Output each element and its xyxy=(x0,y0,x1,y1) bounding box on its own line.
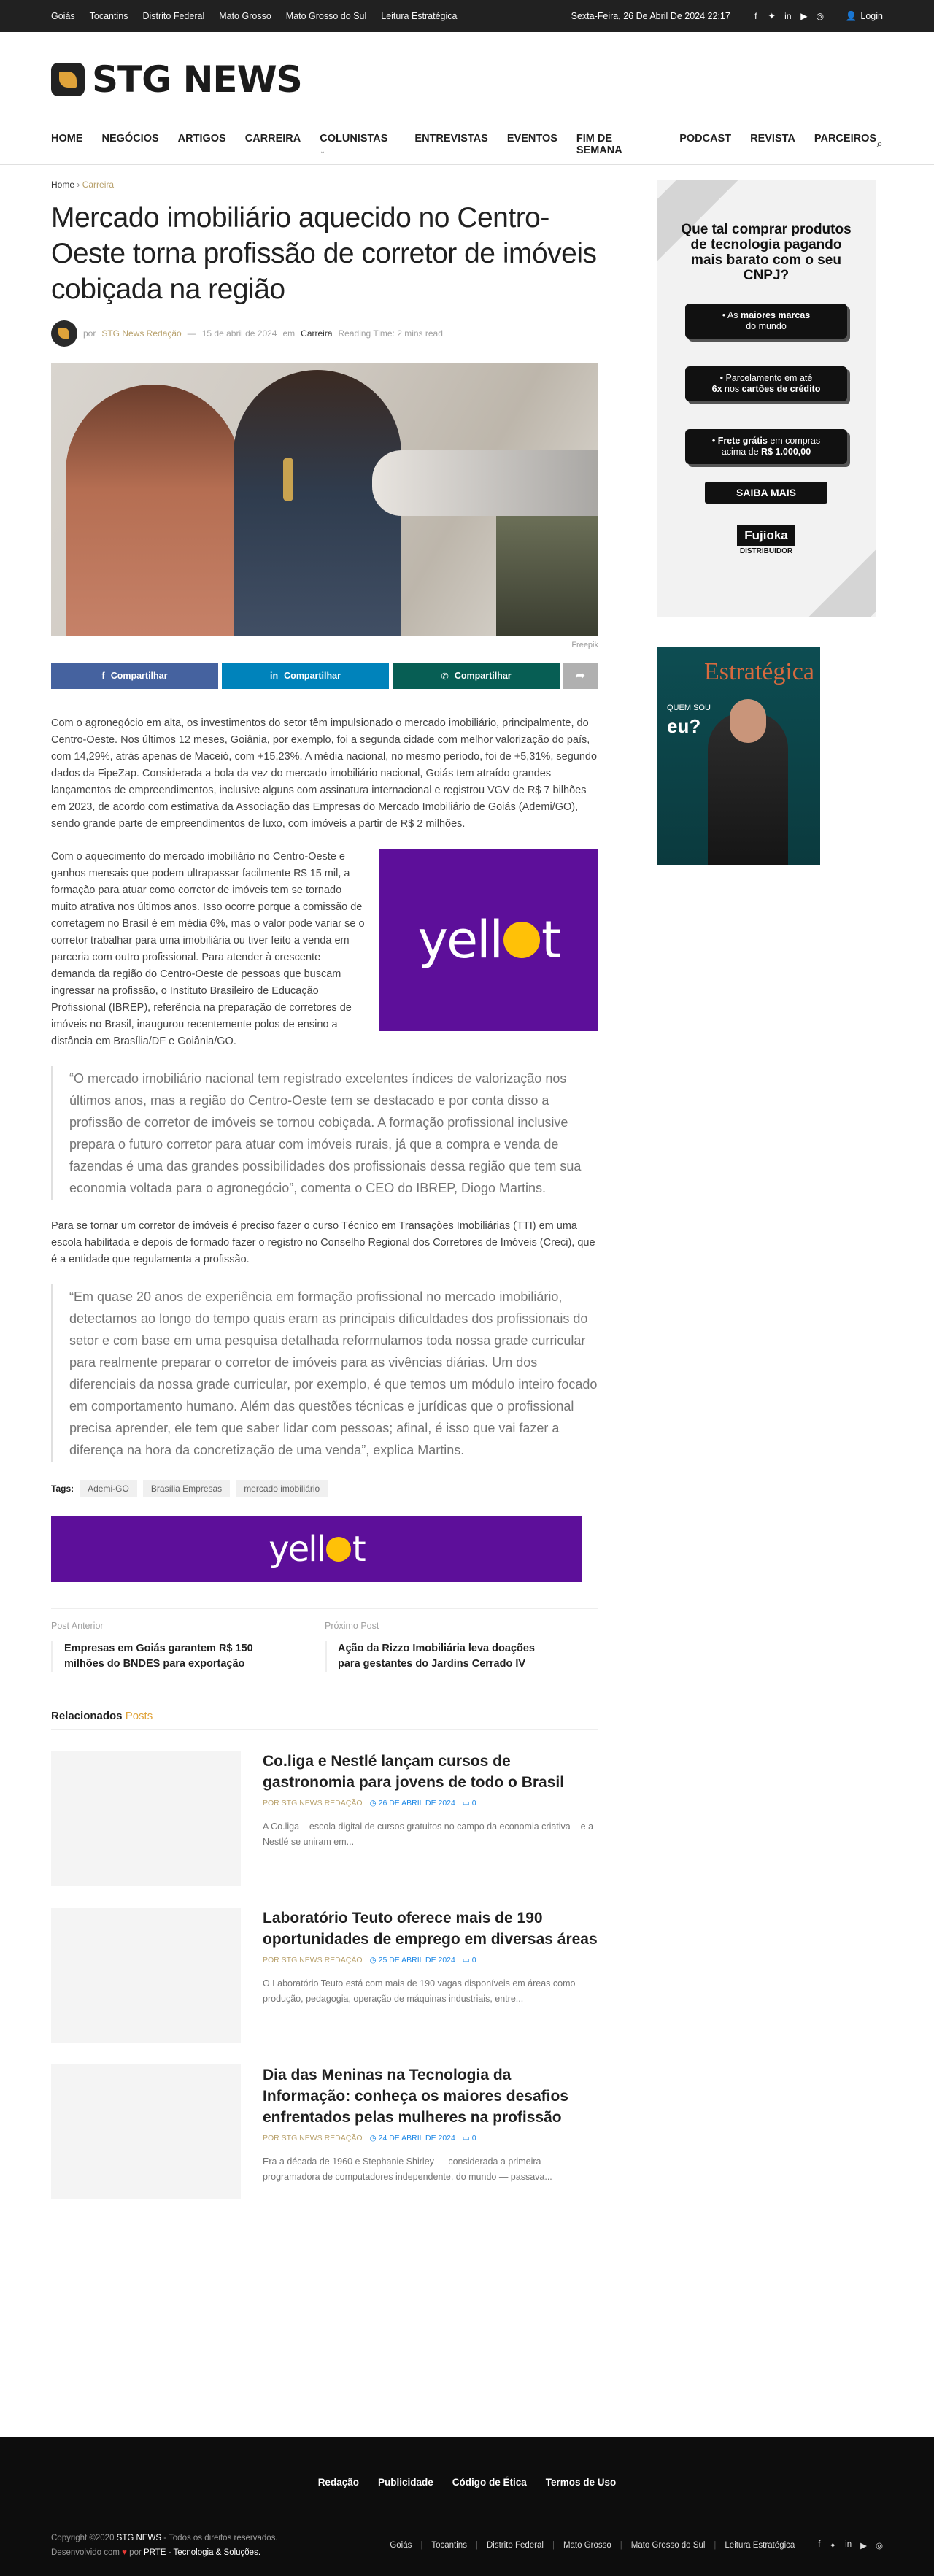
yellot-ad-banner[interactable] xyxy=(51,1516,582,1582)
ad-pill-brands-c: do mundo xyxy=(746,321,787,331)
clock-icon: ◷ xyxy=(369,1956,377,1964)
blockquote: “O mercado imobiliário nacional tem registrado excelentes índices de valorização nos últimos anos, mas a região do Centro-Oeste tem se destacado e por conta disso a profissão de corretor de imóveis se tornou cobiçada. A formação profissional inclusive prepara o futuro corretor para atuar com imóveis rurais, já que a compra e venda de fazendas é uma das grandes possibilidades dos profissionais dessa região que tem sua economia voltada para o agronegócio”, comenta o CEO do IBREP, Diogo Martins. xyxy=(51,1066,598,1200)
paragraph: Para se tornar um corretor de imóveis é preciso fazer o curso Técnico em Transações Imobiliárias (TTI) em uma escola habilitada e depois de formado fazer o registro no Conselho Regional dos Corretores de Imóveis (Creci), que é a entidade que regulamenta a profissão. xyxy=(51,1220,595,1265)
fujioka-brand: Fujioka xyxy=(737,525,795,546)
ad-pill-inst-a: • Parcelamento em até xyxy=(719,373,813,383)
post-excerpt: Era a década de 1960 e Stephanie Shirley — considerada a primeira programadora de computadores independente, do mundo — passava... xyxy=(263,2156,552,2182)
share-whatsapp-label: Compartilhar xyxy=(454,671,512,681)
breadcrumb-home[interactable]: Home xyxy=(51,180,75,190)
ad-saiba-mais-button[interactable]: SAIBA MAIS xyxy=(705,482,827,504)
magazine-cover[interactable] xyxy=(657,647,820,865)
dev-b: por xyxy=(126,2548,144,2557)
tag-link[interactable]: Brasília Empresas xyxy=(143,1480,230,1497)
post-author[interactable]: POR STG NEWS REDAÇÃO xyxy=(263,1956,363,1964)
instagram-icon[interactable]: ◎ xyxy=(875,2542,883,2550)
nav-eventos[interactable]: EVENTOS xyxy=(506,133,557,144)
logo-icon xyxy=(51,63,85,96)
image-caption: Freepik xyxy=(571,641,598,649)
footer-region[interactable]: Mato Grosso do Sul xyxy=(630,2541,706,2550)
yellot-logo-post: t xyxy=(541,910,560,970)
post-date: 26 DE ABRIL DE 2024 xyxy=(378,1799,455,1808)
youtube-icon[interactable]: ▶ xyxy=(860,2542,867,2550)
share-icon: ➦ xyxy=(575,670,586,682)
article-meta xyxy=(51,320,598,347)
related-heading-text: Relacionados xyxy=(51,1710,123,1722)
article-main xyxy=(51,180,598,2221)
site-header xyxy=(0,32,934,124)
top-nav-goias[interactable]: Goiás xyxy=(51,11,75,21)
nav-parceiros[interactable]: PARCEIROS xyxy=(814,133,877,144)
top-bar xyxy=(0,0,934,32)
author-avatar[interactable] xyxy=(51,320,77,347)
fujioka-ad[interactable] xyxy=(657,180,876,617)
footer-link-redacao[interactable]: Redação xyxy=(317,2477,359,2488)
top-nav xyxy=(51,11,457,21)
linkedin-icon[interactable]: in xyxy=(784,11,792,21)
post-title[interactable]: Co.liga e Nestlé lançam cursos de gastronomia para jovens de todo o Brasil xyxy=(263,1753,565,1791)
yellot-logo-pre: yell xyxy=(417,910,502,970)
article-title: Mercado imobiliário aquecido no Centro-Oeste torna profissão de corretor de imóveis cobiçada na região xyxy=(51,202,597,305)
clock-icon: ◷ xyxy=(369,1799,377,1808)
share-bar xyxy=(51,663,598,689)
related-post xyxy=(51,1908,598,2043)
magazine-q2: eu? xyxy=(667,715,701,737)
author-link[interactable]: STG News Redação xyxy=(101,328,182,339)
post-author[interactable]: POR STG NEWS REDAÇÃO xyxy=(263,1799,363,1808)
ad-pill-inst-d: cartões de crédito xyxy=(741,384,821,394)
footer-region[interactable]: Goiás xyxy=(390,2541,412,2550)
clock-icon: ◷ xyxy=(369,2134,377,2143)
related-post xyxy=(51,1751,598,1886)
dev-c[interactable]: PRTE - Tecnologia & Soluções. xyxy=(144,2548,261,2557)
share-facebook-label: Compartilhar xyxy=(110,671,168,681)
nav-colunistas[interactable] xyxy=(320,133,395,156)
post-comments[interactable]: 0 xyxy=(471,1799,476,1808)
ad-pill-ship-d: R$ 1.000,00 xyxy=(761,447,811,457)
footer-link-publicidade[interactable]: Publicidade xyxy=(377,2477,433,2488)
category-link[interactable]: Carreira xyxy=(301,328,333,339)
ad-pill-brands-a: • As xyxy=(722,310,741,320)
related-post xyxy=(51,2064,598,2199)
magazine-title: Estratégica xyxy=(703,658,814,685)
ad-pill-ship-a: • Frete grátis xyxy=(711,436,768,446)
nav-negocios[interactable]: NEGÓCIOS xyxy=(101,133,159,144)
hero-image xyxy=(51,363,598,636)
magazine-q1: QUEM SOU xyxy=(667,703,711,712)
yellot-logo-pre: yell xyxy=(269,1529,325,1570)
post-title[interactable]: Laboratório Teuto oferece mais de 190 oportunidades de emprego em diversas áreas xyxy=(263,1910,598,1948)
nav-colunistas-label: COLUNISTAS xyxy=(320,133,388,144)
comment-icon: ▭ xyxy=(462,1799,470,1808)
facebook-icon: f xyxy=(101,671,105,681)
top-nav-df[interactable]: Distrito Federal xyxy=(142,11,205,21)
footer-link-termos[interactable]: Termos de Uso xyxy=(545,2477,617,2488)
logo-text: STG NEWS xyxy=(92,58,302,101)
ad-pill-ship-c: acima de xyxy=(721,447,762,457)
copy-b[interactable]: STG NEWS xyxy=(116,2534,162,2542)
nav-carreira[interactable]: CARREIRA xyxy=(244,133,301,144)
footer-nav xyxy=(0,2477,934,2488)
site-logo[interactable] xyxy=(51,58,302,101)
share-linkedin-label: Compartilhar xyxy=(284,671,341,681)
share-linkedin-button[interactable] xyxy=(222,663,389,689)
top-nav-ms[interactable]: Mato Grosso do Sul xyxy=(285,11,367,21)
post-title[interactable]: Dia das Meninas na Tecnologia da Informação: conheça os maiores desafios enfrentados pelas mulheres na profissão xyxy=(263,2067,568,2126)
top-nav-leitura[interactable]: Leitura Estratégica xyxy=(381,11,458,21)
tag-link[interactable]: mercado imobiliário xyxy=(236,1480,328,1497)
footer-link-etica[interactable]: Código de Ética xyxy=(452,2477,527,2488)
post-author[interactable]: POR STG NEWS REDAÇÃO xyxy=(263,2134,363,2143)
prev-post[interactable] xyxy=(51,1621,325,1672)
share-facebook-button[interactable] xyxy=(51,663,218,689)
meta-dash: — xyxy=(187,328,196,339)
tag-link[interactable]: Ademi-GO xyxy=(80,1480,137,1497)
paragraph: Com o aquecimento do mercado imobiliário no Centro-Oeste e ganhos mensais que podem ultrapassar facilmente R$ 15 mil, a formação para atuar como corretor de imóveis tem se tornado muito atrativa nos últimos anos. Isso ocorre porque a comissão de corretagem no Brasil é em média 6%, mas o valor pode variar se o corretor trabalhar para uma imobiliária ou tiver feito a venda em parceria com outro profissional. Para atender à crescente demanda da região do Centro-Oeste de pessoas que buscam ingressar na profissão, o Instituto Brasileiro de Educação Profissional (IBREP), referência na preparação de corretores de imóveis no Brasil, inaugurou recentemente polos de ensino a distância em Brasília/DF e Goiânia/GO. xyxy=(51,851,365,1047)
ad-pill-ship-b: em compras xyxy=(767,436,821,446)
related-heading-accent: Posts xyxy=(125,1710,153,1722)
top-nav-tocantins[interactable]: Tocantins xyxy=(89,11,128,21)
instagram-icon[interactable]: ◎ xyxy=(816,11,825,21)
footer-copyright xyxy=(51,2531,278,2560)
share-more-button[interactable] xyxy=(563,663,598,689)
ad-question: Que tal comprar produtos de tecnologia pagando mais barato com o seu CNPJ? xyxy=(681,222,852,283)
tags-row xyxy=(51,1480,598,1497)
breadcrumb-current[interactable]: Carreira xyxy=(82,180,115,190)
linkedin-icon: in xyxy=(270,671,279,681)
paragraph: Com o agronegócio em alta, os investimentos do setor têm impulsionado o mercado imobiliário, principalmente, do Centro-Oeste. Nos últimos 12 meses, Goiânia, por exemplo, foi a segunda cidade com melhor valorização do país, com 14,29%, atrás apenas de Maceió, com +15,23%. A média nacional, no mesmo período, foi de +5,31%, segundo dados da FipeZap. Considerada a bola da vez do mercado imobiliário nacional, Goiás tem atraído grandes lançamentos de empreendimentos, inclusive alguns com assinatura internacional e registrou VGV de R$ 7 bilhões em 2023, de acordo com estimativa da Associação das Empresas do Mercado Imobiliário de Goiás (Ademi/GO), sendo grande parte de empreendimentos de luxo, com imóveis a partir de R$ 2 milhões. xyxy=(51,717,598,830)
reading-time: Reading Time: 2 mins read xyxy=(338,328,443,339)
copy-c: - Todos os direitos reservados. xyxy=(161,2534,278,2542)
sidebar xyxy=(657,180,876,2221)
fujioka-logo xyxy=(657,525,876,555)
fujioka-sub: DISTRIBUIDOR xyxy=(739,547,793,555)
whatsapp-icon: ✆ xyxy=(441,671,449,682)
ad-pill-installments xyxy=(685,366,847,401)
meta-by: por xyxy=(83,328,96,339)
nav-artigos[interactable]: ARTIGOS xyxy=(177,133,226,144)
post-date: 25 DE ABRIL DE 2024 xyxy=(378,1956,455,1964)
post-thumbnail[interactable] xyxy=(51,1908,241,2043)
meta-in: em xyxy=(282,328,296,339)
breadcrumb xyxy=(51,180,598,190)
chevron-down-icon: ⌄ xyxy=(320,147,325,155)
site-footer xyxy=(0,2437,934,2576)
share-whatsapp-button[interactable] xyxy=(393,663,560,689)
post-thumbnail[interactable] xyxy=(51,1751,241,1886)
yellot-dot xyxy=(503,922,540,958)
nav-home[interactable]: HOME xyxy=(51,133,83,144)
ad-pill-inst-c: nos xyxy=(722,384,742,394)
login-label: Login xyxy=(860,11,883,21)
yellot-ad-square[interactable] xyxy=(379,849,598,1031)
post-excerpt: O Laboratório Teuto está com mais de 190 vagas disponíveis em áreas como produção, pedagogia, operação de máquinas industriais, entre... xyxy=(263,1978,576,2004)
yellot-dot xyxy=(326,1537,351,1562)
ad-pill-brands-b: maiores marcas xyxy=(741,310,811,320)
main-nav xyxy=(0,124,934,165)
dev-a: Desenvolvido com xyxy=(51,2548,123,2557)
post-navigation xyxy=(51,1608,598,1672)
top-nav-mt[interactable]: Mato Grosso xyxy=(219,11,271,21)
ad-pill-brands xyxy=(685,304,847,339)
nav-podcast[interactable]: PODCAST xyxy=(679,133,732,144)
facebook-icon[interactable]: f xyxy=(754,11,757,21)
nav-fim-de-semana[interactable]: FIM DE SEMANA xyxy=(576,133,622,156)
tags-label: Tags: xyxy=(51,1484,74,1494)
facebook-icon[interactable]: f xyxy=(818,2540,821,2549)
search-icon[interactable]: ⌕ xyxy=(876,138,883,150)
twitter-icon[interactable]: ✦ xyxy=(768,11,776,21)
post-excerpt: A Co.liga – escola digital de cursos gratuitos no campo da economia criativa – e a Nestlé se uniram em... xyxy=(263,1821,594,1847)
article-date: 15 de abril de 2024 xyxy=(201,328,277,339)
prev-post-title[interactable]: Empresas em Goiás garantem R$ 150 milhões do BNDES para exportação xyxy=(51,1641,277,1672)
yellot-logo-post: t xyxy=(352,1529,365,1570)
linkedin-icon[interactable]: in xyxy=(845,2540,852,2549)
heart-icon: ♥ xyxy=(122,2548,127,2557)
comment-icon: ▭ xyxy=(462,1956,470,1964)
next-post-label: Próximo Post xyxy=(325,1621,379,1631)
related-heading xyxy=(51,1710,598,1730)
post-thumbnail[interactable] xyxy=(51,2064,241,2199)
youtube-icon[interactable]: ▶ xyxy=(800,11,808,21)
post-comments[interactable]: 0 xyxy=(471,2134,476,2143)
footer-region[interactable]: Distrito Federal xyxy=(486,2541,544,2550)
breadcrumb-separator: › xyxy=(77,180,80,190)
nav-entrevistas[interactable]: ENTREVISTAS xyxy=(414,133,488,144)
footer-region[interactable]: Mato Grosso xyxy=(563,2541,611,2550)
post-date: 24 DE ABRIL DE 2024 xyxy=(378,2134,455,2143)
ad-pill-shipping xyxy=(685,429,847,464)
prev-post-label: Post Anterior xyxy=(51,1621,104,1631)
copy-a: Copyright ©2020 xyxy=(51,2534,117,2542)
footer-regions: Goiás | Tocantins | Distrito Federal | Mato Grosso | Mato Grosso do Sul | Leitura Estratégica f ✦ in ▶ ◎ xyxy=(390,2540,883,2550)
footer-region[interactable]: Leitura Estratégica xyxy=(725,2541,795,2550)
top-date: Sexta-Feira, 26 De Abril De 2024 22:17 xyxy=(571,11,730,21)
twitter-icon[interactable]: ✦ xyxy=(829,2542,837,2550)
blockquote: “Em quase 20 anos de experiência em formação profissional no mercado imobiliário, detectamos ao longo do tempo quais eram as principais dificuldades dos profissionais do setor e com base em uma pesquisa detalhada reformulamos toda nossa grade curricular para realmente preparar o corretor de imóveis para as vivências diárias. Um dos diferenciais da nossa grade curricular, por exemplo, é que temos um módulo inteiro focado em comportamento humano. Além das questões técnicas e jurídicas que o profissional precisa aprender, ele tem que saber lidar com pessoas; afinal, é isso que vai fazer a diferença na hora da concretização de uma venda”, explica Martins. xyxy=(51,1284,598,1462)
footer-region[interactable]: Tocantins xyxy=(431,2541,467,2550)
user-icon: 👤 xyxy=(845,10,857,21)
post-comments[interactable]: 0 xyxy=(471,1956,476,1964)
next-post[interactable] xyxy=(325,1621,598,1672)
comment-icon: ▭ xyxy=(462,2134,470,2143)
next-post-title[interactable]: Ação da Rizzo Imobiliária leva doações para gestantes do Jardins Cerrado IV xyxy=(325,1641,551,1672)
article-body xyxy=(51,715,598,1462)
nav-revista[interactable]: REVISTA xyxy=(750,133,795,144)
ad-pill-inst-b: 6x xyxy=(711,384,722,394)
login-button[interactable] xyxy=(835,0,883,32)
